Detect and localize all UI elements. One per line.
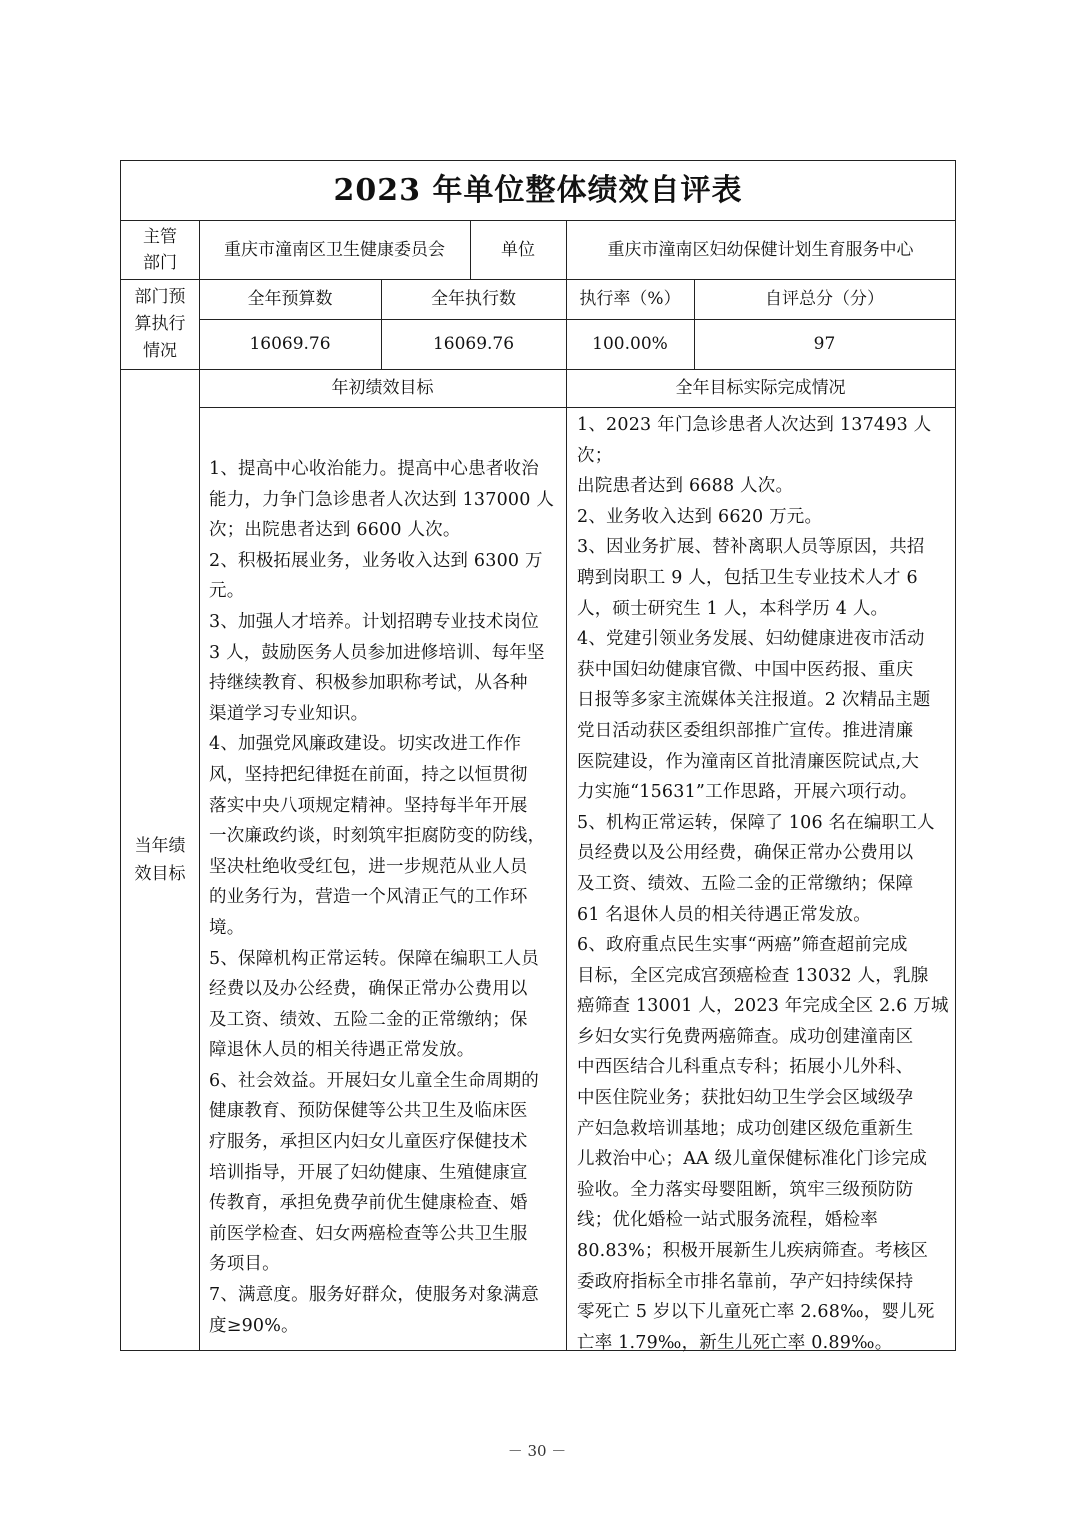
rule-goals-mid (566, 369, 567, 1350)
budget-header: 全年执行数 (431, 289, 516, 309)
goals-label: 当年绩 效目标 (134, 835, 186, 884)
table-title: 2023 年单位整体绩效自评表 (333, 172, 743, 208)
budget-header: 自评总分（分） (765, 289, 884, 309)
rule-goals-head (199, 407, 955, 408)
goals-actual-header: 全年目标实际完成情况 (675, 378, 846, 398)
unit-label: 单位 (501, 239, 535, 260)
budget-value: 97 (813, 334, 836, 354)
page-number: － 30 － (507, 1442, 567, 1460)
budget-value: 16069.76 (432, 334, 515, 354)
unit-value: 重庆市潼南区妇幼保健计划生育服务中心 (607, 239, 914, 260)
dept-label: 主管 部门 (143, 226, 177, 273)
budget-header: 执行率（%） (579, 289, 681, 309)
budget-value: 100.00% (592, 334, 668, 354)
budget-header: 全年预算数 (247, 289, 333, 309)
budget-value: 16069.76 (249, 334, 331, 354)
dept-value: 重庆市潼南区卫生健康委员会 (224, 239, 445, 260)
budget-label: 部门预 算执行 情况 (134, 286, 186, 361)
self-evaluation-table (120, 160, 956, 1351)
goals-actual-text: 1、2023 年门急诊患者人次达到 137493 人次； 出院患者达到 6688 人次。 2、业务收入达到 6620 万元。 3、因业务扩展、替补离职人员等原因，共招 聘到岗职工 9 人，包括卫生专业技术人才 6 人，硕士研究生 1 人，本科学历 4 人。 4、党建引领业务发展、妇幼健康进夜市活动 获中国妇幼健康官微、中国中医药报、重庆 日报等多家主流媒体关注报道。2 次精品主题 党日活动获区委组织部推广宣传。推进清廉 医院建设，作为潼南区首批清廉医院试点,大 力实施“15631”工作思路，开展六项行动。 5、机构正常运转，保障了 106 名在编职工人 员经费以及公用经费，确保正常办公费用以 及工资、绩效、五险二金的正常缴纳；保障 61 名退休人员的相关待遇正常发放。 6、政府重点民生实事“两癌”筛查超前完成 目标，全区完成宫颈癌检查 13032 人，乳腺 癌筛查 13001 人，2023 年完成全区 2.6 万城 乡妇女实行免费两癌筛查。成功创建潼南区 中西医结合儿科重点专科；拓展小儿外科、 中医住院业务；获批妇幼卫生学会区域级孕 产妇急救培训基地；成功创建区级危重新生 儿救治中心；AA 级儿童保健标准化门诊完成 验收。全力落实母婴阻断，筑牢三级预防防 线；优化婚检一站式服务流程，婚检率 80.83%；积极开展新生儿疾病筛查。考核区 委政府指标全市排名靠前，孕产妇持续保持 零死亡 5 岁以下儿童死亡率 2.68‰，婴儿死 亡率 1.79‰，新生儿死亡率 0.89‰。 (577, 415, 949, 1353)
goals-initial-header: 年初绩效目标 (331, 378, 434, 398)
goals-initial-text: 1、提高中心收治能力。提高中心患者收治 能力，力争门急诊患者人次达到 137000 人 次；出院患者达到 6600 人次。 2、积极拓展业务，业务收入达到 6300 万 元。 3、加强人才培养。计划招聘专业技术岗位 3 人，鼓励医务人员参加进修培训、每年坚 持继续教育、积极参加职称考试，从各种 渠道学习专业知识。 4、加强党风廉政建设。切实改进工作作 风，坚持把纪律挺在前面，持之以恒贯彻 落实中央八项规定精神。坚持每半年开展 一次廉政约谈，时刻筑牢拒腐防变的防线， 坚决杜绝收受红包，进一步规范从业人员 的业务行为，营造一个风清正气的工作环 境。 5、保障机构正常运转。保障在编职工人员 经费以及办公经费，确保正常办公费用以 及工资、绩效、五险二金的正常缴纳；保 障退休人员的相关待遇正常发放。 6、社会效益。开展妇女儿童全生命周期的 健康教育、预防保健等公共卫生及临床医 疗服务，承担区内妇女儿童医疗保健技术 培训指导，开展了妇幼健康、生殖健康宣 传教育，承担免费孕前优生健康检查、婚 前医学检查、妇女两癌检查等公共卫生服 务项目。 7、满意度。服务好群众，使服务对象满意 度≥90%。 (209, 459, 555, 1336)
